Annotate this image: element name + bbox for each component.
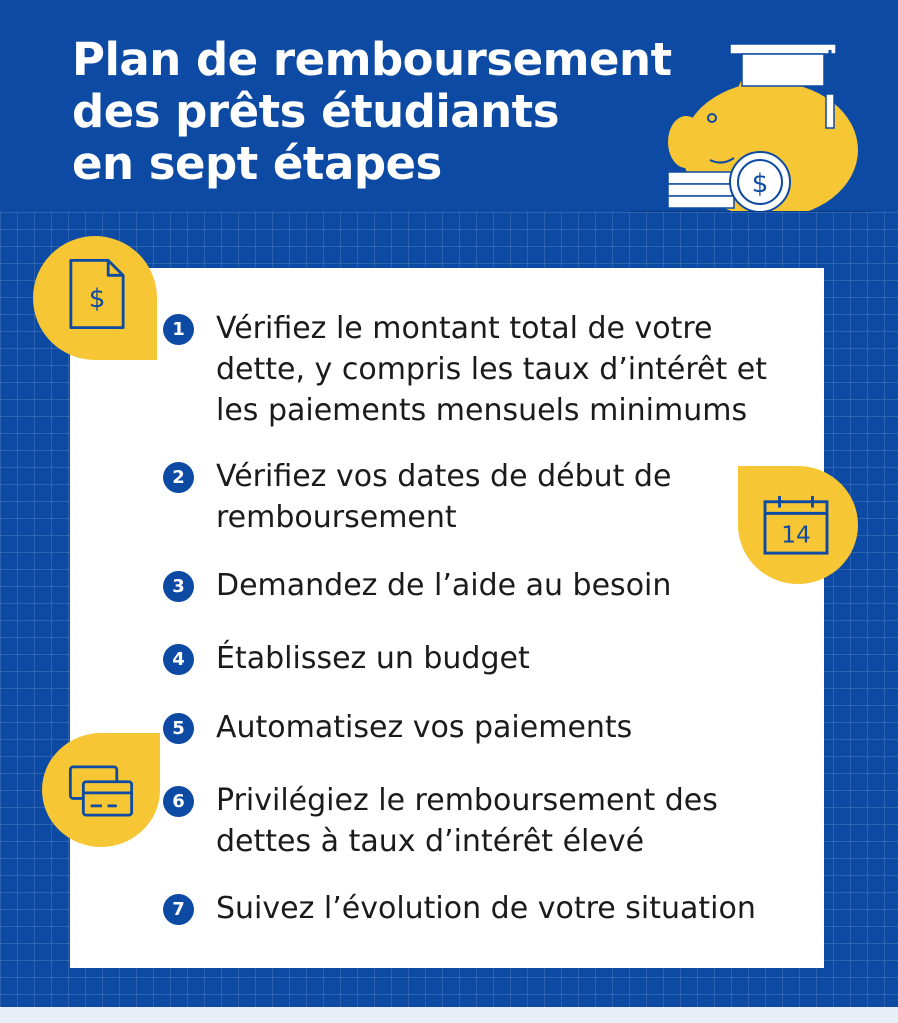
step-text — [216, 565, 671, 606]
step-5 — [163, 707, 632, 748]
step-3 — [163, 565, 671, 606]
step-line: dette, y compris les taux d’intérêt et — [216, 352, 768, 387]
step-line: dettes à taux d’intérêt élevé — [216, 824, 645, 859]
calendar-badge — [738, 466, 858, 584]
step-line: Vérifiez vos dates de début de — [216, 459, 672, 494]
step-line: Privilégiez le remboursement des — [216, 783, 718, 818]
credit-card-icon — [68, 765, 134, 817]
step-4 — [163, 638, 530, 679]
footer-band — [0, 1007, 898, 1023]
step-1 — [163, 308, 767, 431]
step-line: Suivez l’évolution de votre situation — [216, 891, 756, 926]
step-text — [216, 456, 671, 538]
step-2 — [163, 456, 671, 538]
document-dollar-icon — [69, 258, 125, 330]
step-line: remboursement — [216, 500, 457, 535]
step-line: les paiements mensuels minimums — [216, 393, 748, 428]
step-line: Vérifiez le montant total de votre — [216, 311, 713, 346]
step-number: 1 — [163, 314, 194, 345]
step-6 — [163, 780, 718, 862]
step-line: Demandez de l’aide au besoin — [216, 568, 672, 603]
step-number: 2 — [163, 462, 194, 493]
step-number: 5 — [163, 713, 194, 744]
step-text — [216, 707, 632, 748]
step-7 — [163, 888, 756, 929]
step-number: 6 — [163, 786, 194, 817]
step-number: 4 — [163, 644, 194, 675]
step-line: Établissez un budget — [216, 641, 530, 676]
calendar-icon — [762, 494, 830, 556]
step-text — [216, 888, 756, 929]
step-text — [216, 308, 767, 431]
step-text — [216, 638, 530, 679]
page-title — [72, 34, 672, 190]
card-badge — [42, 733, 160, 847]
step-line: Automatisez vos paiements — [216, 710, 633, 745]
document-badge — [33, 236, 157, 360]
document-dollar-glyph: $ — [88, 284, 106, 315]
title-line-3: en sept étapes — [72, 137, 442, 190]
coin-dollar-glyph: $ — [751, 169, 769, 199]
title-line-1: Plan de remboursement — [72, 33, 672, 86]
step-number: 7 — [163, 894, 194, 925]
calendar-day: 14 — [781, 521, 811, 549]
header — [0, 0, 898, 212]
title-line-2: des prêts étudiants — [72, 85, 559, 138]
step-number: 3 — [163, 571, 194, 602]
piggy-bank-graduation-icon — [630, 40, 870, 216]
step-text — [216, 780, 718, 862]
